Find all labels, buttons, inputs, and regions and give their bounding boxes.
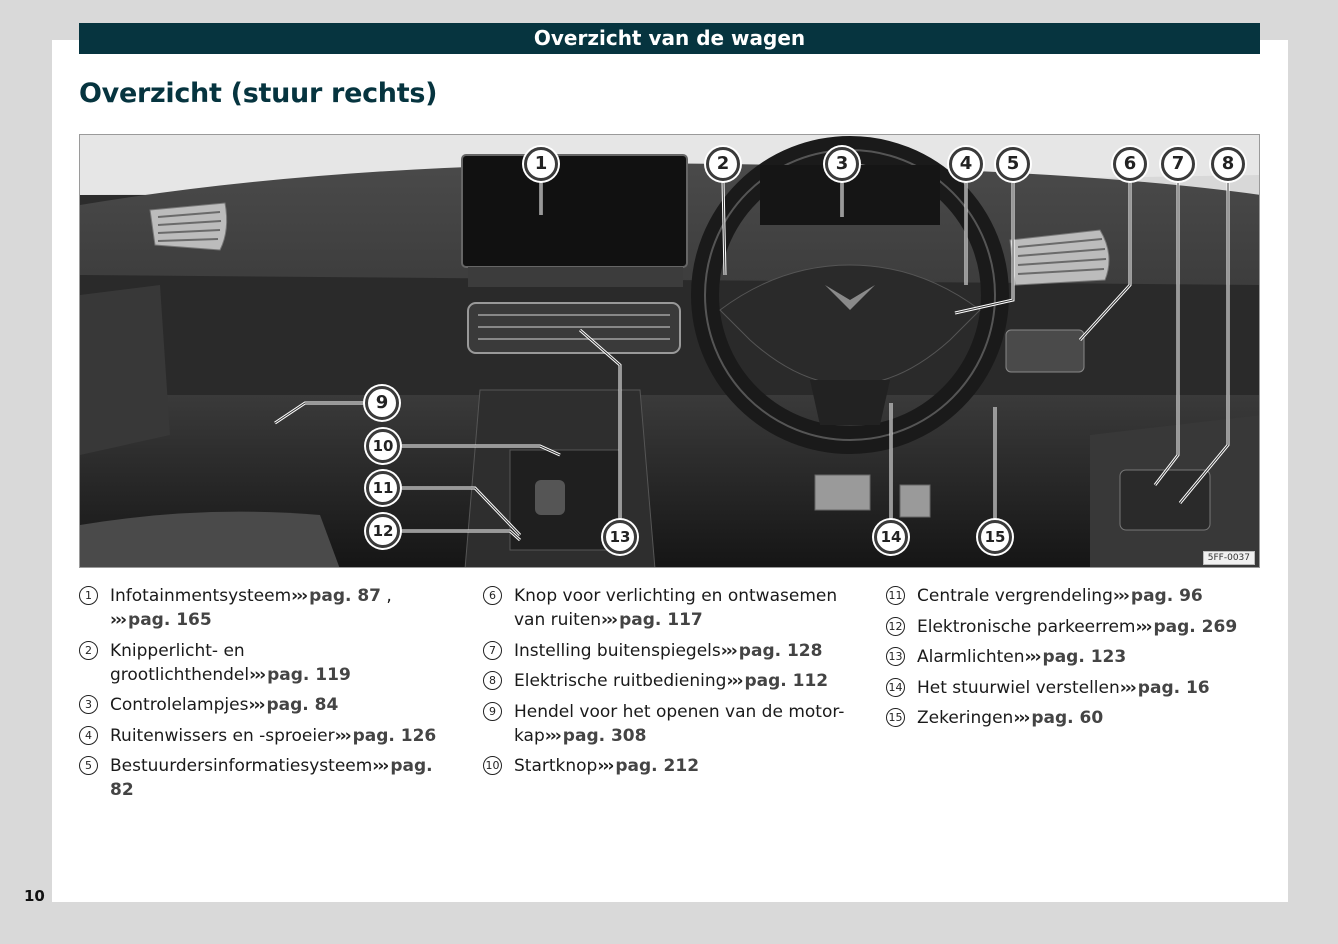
page-reference-link[interactable]: pag. 308 xyxy=(562,725,647,746)
reference-arrows: ››› xyxy=(249,664,265,685)
reference-arrows: ››› xyxy=(597,756,613,776)
reference-arrows: ››› xyxy=(544,725,560,746)
reference-arrows: ››› xyxy=(248,695,264,715)
page-reference-link[interactable]: pag. 112 xyxy=(744,671,829,691)
reference-arrows: ››› xyxy=(601,610,617,630)
page-reference-link[interactable]: pag. 96 xyxy=(1130,586,1203,606)
page-reference-link[interactable]: pag. 123 xyxy=(1042,647,1127,667)
page-reference-link[interactable]: pag. 16 xyxy=(1137,677,1210,698)
page-reference-link[interactable]: pag. 117 xyxy=(619,610,703,630)
legend-item xyxy=(886,676,1256,700)
legend-item xyxy=(886,645,1256,669)
legend-text: Elektrische ruitbediening xyxy=(514,671,727,691)
page-reference-link[interactable]: pag. 87 xyxy=(309,586,382,606)
legend-number: 12 xyxy=(886,617,905,636)
page-reference-link[interactable]: pag. 165 xyxy=(128,610,212,630)
reference-arrows: ››› xyxy=(110,610,126,630)
reference-arrows: ››› xyxy=(372,756,388,776)
legend-item xyxy=(79,639,449,687)
callout-12: 12 xyxy=(366,514,400,548)
legend-column-1 xyxy=(79,584,449,809)
reference-arrows: ››› xyxy=(1112,586,1128,606)
legend-item xyxy=(79,754,449,802)
legend-number: 8 xyxy=(483,671,502,690)
legend-number: 5 xyxy=(79,756,98,775)
legend-text: Elektronische parkeerrem xyxy=(917,616,1136,637)
legend-number: 15 xyxy=(886,708,905,727)
legend-number: 6 xyxy=(483,586,502,605)
legend-number: 7 xyxy=(483,641,502,660)
figure-code: 5FF-0037 xyxy=(1203,551,1255,565)
legend-text: Bestuurdersinformatiesysteem xyxy=(110,756,373,776)
page-reference-link[interactable]: pag. 212 xyxy=(615,756,700,776)
page-reference-link[interactable]: pag. 128 xyxy=(738,640,823,661)
dashboard-drawing xyxy=(80,135,1260,568)
legend-text: Hendel voor het openen van de motor-kap xyxy=(514,701,845,746)
legend-number: 14 xyxy=(886,678,905,697)
callout-13: 13 xyxy=(603,520,637,554)
reference-arrows: ››› xyxy=(720,640,736,661)
legend-item xyxy=(886,584,1256,608)
reference-arrows: ››› xyxy=(291,586,307,606)
legend-item xyxy=(483,639,853,663)
legend-number: 3 xyxy=(79,695,98,714)
callout-5: 5 xyxy=(996,147,1030,181)
page-number: 10 xyxy=(24,887,45,905)
legend-item xyxy=(483,754,853,778)
page-reference-link[interactable]: pag. 84 xyxy=(266,695,339,715)
section-header: Overzicht van de wagen xyxy=(79,23,1260,54)
callout-10: 10 xyxy=(366,429,400,463)
legend-number: 11 xyxy=(886,586,905,605)
legend-text: Ruitenwissers en -sproeier xyxy=(110,725,335,746)
legend-text: Het stuurwiel verstellen xyxy=(917,677,1120,698)
legend-item xyxy=(483,584,853,632)
reference-arrows: ››› xyxy=(1024,647,1040,667)
page-reference-link[interactable]: pag. 60 xyxy=(1031,708,1104,728)
legend-text: Controlelampjes xyxy=(110,695,249,715)
legend-text: Knop voor verlichting en ontwasemen van ruiten xyxy=(514,586,838,630)
legend-item xyxy=(483,669,853,693)
reference-arrows: ››› xyxy=(1119,677,1135,698)
callout-2: 2 xyxy=(706,147,740,181)
legend-text: Centrale vergrendeling xyxy=(917,586,1113,606)
reference-arrows: ››› xyxy=(1013,708,1029,728)
callout-1: 1 xyxy=(524,147,558,181)
legend-number: 10 xyxy=(483,756,502,775)
legend-text: Instelling buitenspiegels xyxy=(514,640,721,661)
legend-column-3 xyxy=(886,584,1256,737)
legend-text: Alarmlichten xyxy=(917,647,1025,667)
legend-text: Startknop xyxy=(514,756,598,776)
legend-number: 13 xyxy=(886,647,905,666)
legend-text: Zekeringen xyxy=(917,708,1014,728)
legend-text: Infotainmentsysteem xyxy=(110,586,292,606)
legend-item xyxy=(79,724,449,748)
callout-11: 11 xyxy=(366,471,400,505)
legend-item xyxy=(886,706,1256,730)
legend-item xyxy=(886,615,1256,639)
callout-9: 9 xyxy=(365,386,399,420)
callout-8: 8 xyxy=(1211,147,1245,181)
legend-item: 1 Infotainmentsysteem››› pag. 87 , ››› pag. 165 xyxy=(79,584,449,632)
reference-arrows: ››› xyxy=(726,671,742,691)
callout-14: 14 xyxy=(874,520,908,554)
callout-3: 3 xyxy=(825,147,859,181)
callout-6: 6 xyxy=(1113,147,1147,181)
legend-column-2 xyxy=(483,584,853,785)
page-reference-link[interactable]: pag. 269 xyxy=(1153,616,1238,637)
page-reference-link[interactable]: pag. 82 xyxy=(110,756,433,800)
legend-text: Knipperlicht- en grootlichthendel xyxy=(110,640,250,685)
reference-arrows: ››› xyxy=(1135,616,1151,637)
legend-number: 4 xyxy=(79,726,98,745)
legend-number: 1 xyxy=(79,586,98,605)
legend-item xyxy=(79,693,449,717)
callout-7: 7 xyxy=(1161,147,1195,181)
reference-arrows: ››› xyxy=(334,725,350,746)
page-reference-link[interactable]: pag. 119 xyxy=(267,664,351,685)
page-title: Overzicht (stuur rechts) xyxy=(79,78,438,109)
legend-item xyxy=(483,700,853,748)
page-reference-link[interactable]: pag. 126 xyxy=(352,725,437,746)
legend-number: 9 xyxy=(483,702,502,721)
legend-number: 2 xyxy=(79,641,98,660)
callout-4: 4 xyxy=(949,147,983,181)
dashboard-illustration xyxy=(79,134,1260,568)
callout-15: 15 xyxy=(978,520,1012,554)
